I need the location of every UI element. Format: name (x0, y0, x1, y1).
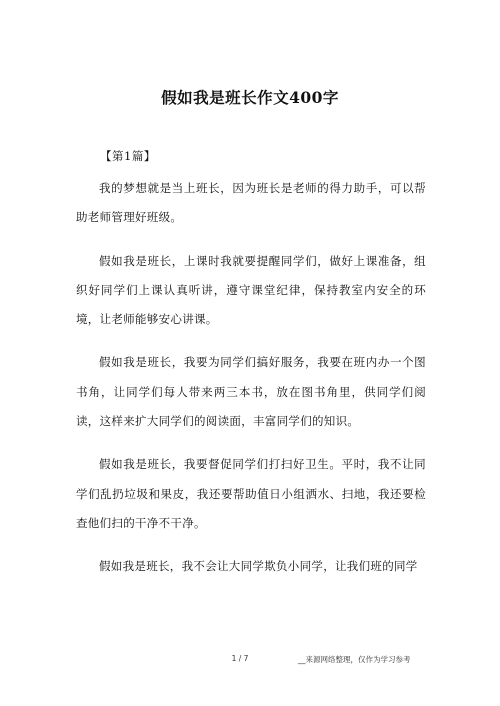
paragraph: 假如我是班长，我要督促同学们打扫好卫生。平时，我不让同学们乱扔垃圾和果皮，我还要帮助值日小组洒水、扫地，我还要检查他们扫的干净不干净。 (76, 457, 426, 530)
paragraph: 我的梦想就是当上班长，因为班长是老师的得力助手，可以帮助老师管理好班级。 (76, 181, 426, 225)
page-footer (0, 652, 500, 666)
document-body (76, 174, 426, 596)
source-note: __来源网络整理，仅作为学习参考 (298, 655, 411, 664)
section-label: 【第1篇】 (100, 149, 156, 163)
document-title: 假如我是班长作文400字 (161, 88, 339, 107)
paragraph: 假如我是班长，上课时我就要提醒同学们，做好上课准备，组织好同学们上课认真听讲，遵守课堂纪律，保持教室内安全的环境，让老师能够安心讲课。 (76, 253, 426, 327)
page-number: 1 / 7 (231, 654, 249, 663)
paragraph: 假如我是班长，我不会让大同学欺负小同学，让我们班的同学 (99, 559, 418, 574)
paragraph: 假如我是班长，我要为同学们搞好服务，我要在班内办一个图书角，让同学们每人带来两三本书，放在图书角里，供同学们阅读，这样来扩大同学们的阅读面，丰富同学们的知识。 (76, 355, 426, 429)
